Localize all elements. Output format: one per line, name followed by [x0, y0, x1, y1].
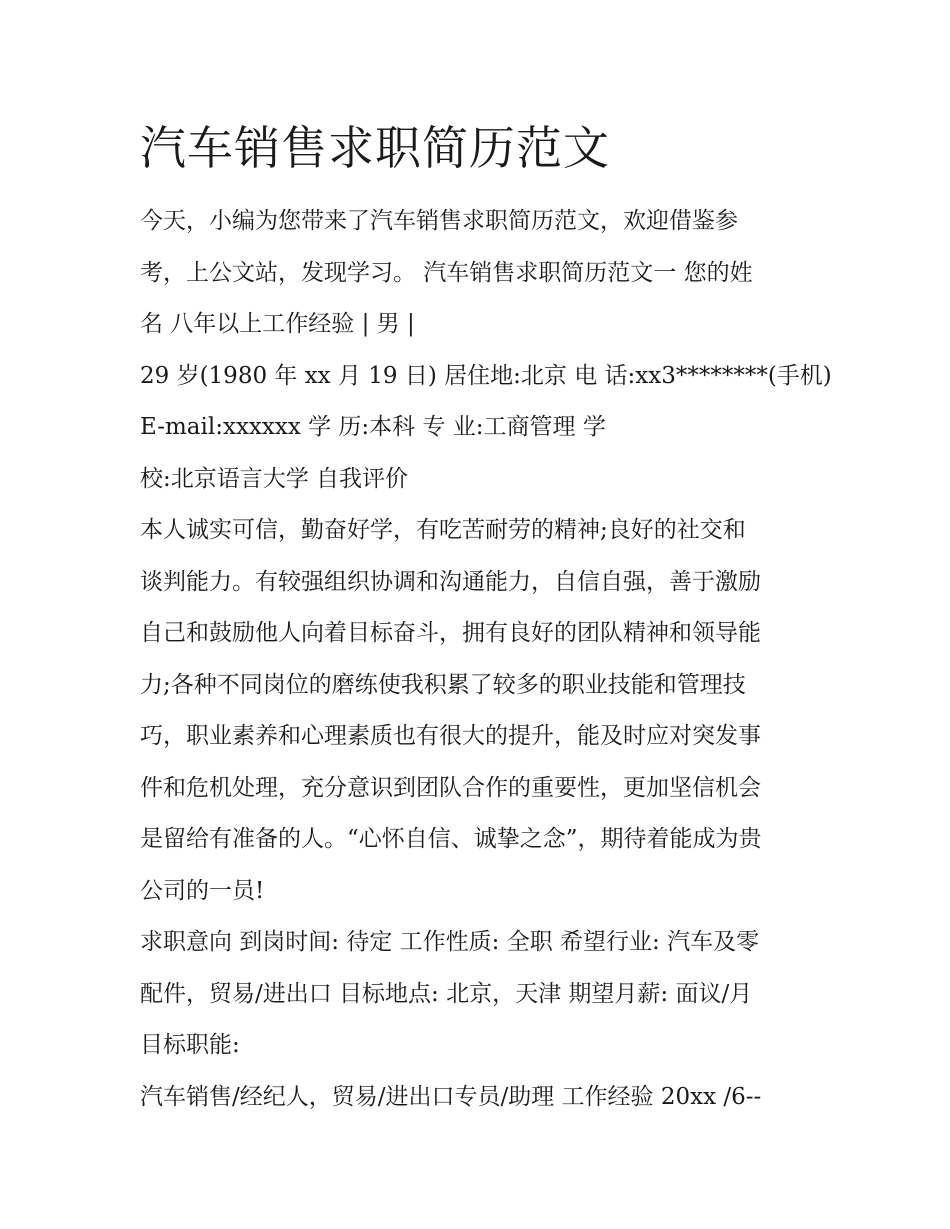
text-line: 自己和鼓励他人向着目标奋斗，拥有良好的团队精神和领导能 [140, 620, 761, 646]
text-line: 目标职能: [140, 1032, 240, 1058]
text-line: 配件，贸易/进出口 目标地点: 北京，天津 期望月薪: 面议/月 [140, 980, 753, 1007]
text-line: 今天，小编为您带来了汽车销售求职简历范文，欢迎借鉴参 [140, 208, 738, 234]
text-line: 求职意向 到岗时间: 待定 工作性质: 全职 希望行业: 汽车及零 [140, 929, 760, 955]
text-line: 巧，职业素养和心理素质也有很大的提升，能及时应对突发事 [140, 723, 761, 749]
text-line: 谈判能力。有较强组织协调和沟通能力，自信自强，善于激励 [140, 568, 761, 595]
document-title: 汽车销售求职简历范文 [140, 121, 610, 175]
document-body [140, 196, 832, 1123]
text-line: 29 岁(1980 年 xx 月 19 日) 居住地:北京 电 话:xx3********(手机) [140, 362, 832, 389]
text-line: 力;各种不同岗位的磨练使我积累了较多的职业技能和管理技 [140, 671, 746, 698]
text-line: 名 八年以上工作经验 | 男 | [140, 311, 415, 337]
text-line: 校:北京语言大学 自我评价 [140, 465, 409, 492]
text-line: 件和危机处理，充分意识到团队合作的重要性，更加坚信机会 [140, 774, 761, 801]
text-line: 公司的一员! [140, 877, 265, 904]
text-line: 是留给有准备的人。“心怀自信、诚挚之念”，期待着能成为贵 [140, 826, 762, 852]
text-line: 本人诚实可信，勤奋好学，有吃苦耐劳的精神;良好的社交和 [140, 517, 746, 543]
text-line: 考，上公文站，发现学习。 汽车销售求职简历范文一 您的姓 [140, 259, 753, 286]
text-line: 汽车销售/经纪人，贸易/进出口专员/助理 工作经验 20xx /6-- [140, 1083, 762, 1110]
text-line: E-mail:xxxxxx 学 历:本科 专 业:工商管理 学 [140, 414, 606, 440]
